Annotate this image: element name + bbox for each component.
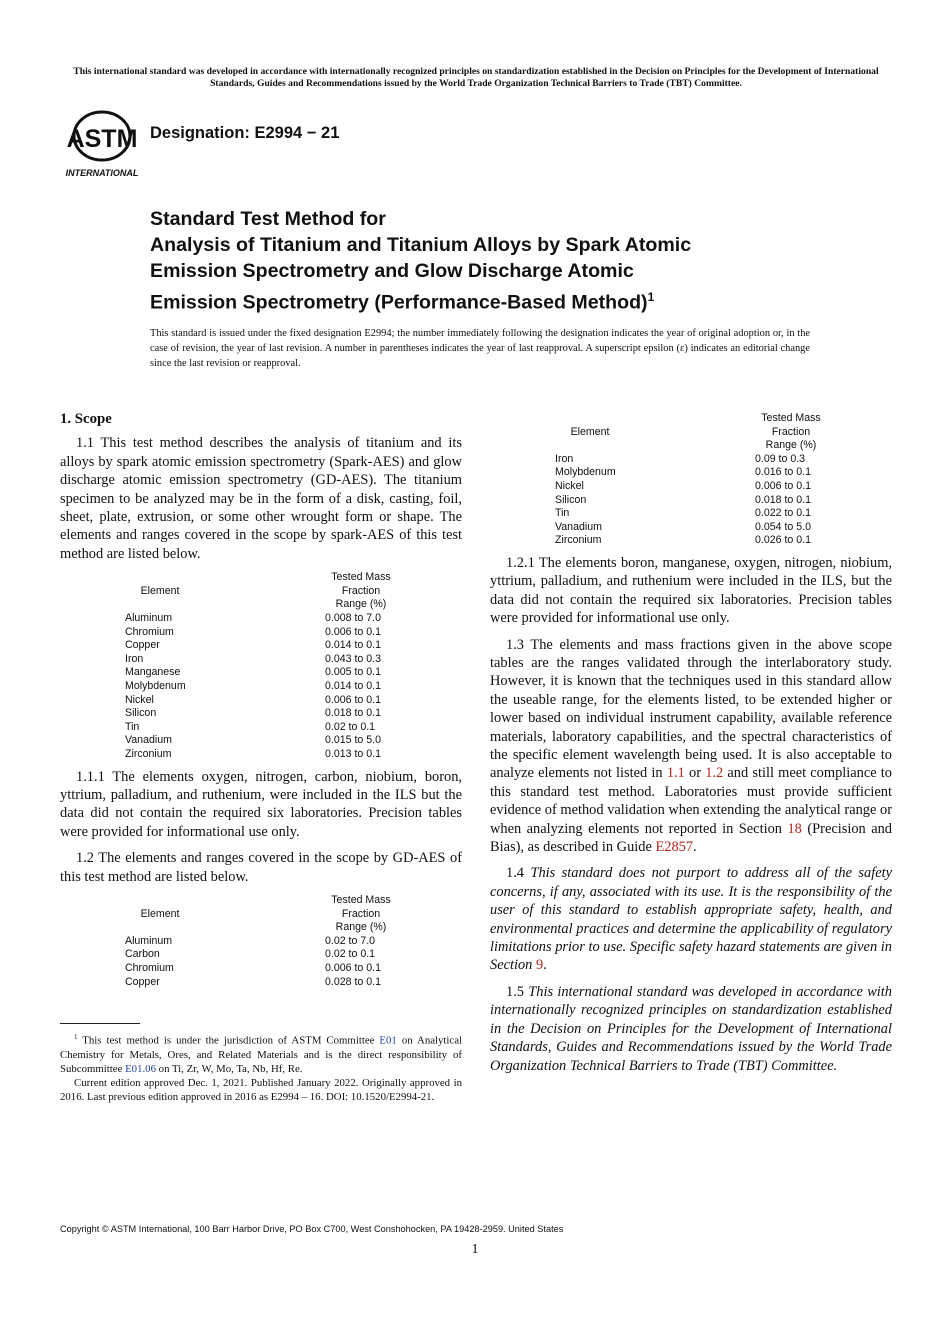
- table-row: [60, 694, 397, 708]
- logo-international: INTERNATIONAL: [65, 168, 139, 178]
- title-line-2: Analysis of Titanium and Titanium Alloys by Spark Atomic: [150, 234, 692, 256]
- right-column: [490, 410, 892, 1083]
- footnote-1: $^1$ This test method is under the jurisdiction of ASTM Committee E01 on Analytical Chemistry for Metals, Ores, and Related Materials and is the direct responsibility of Subcommittee E01.06 on Ti, Zr, W, Mo, Ta, Nb, Hf, Re.: [60, 1033, 462, 1075]
- table-row: [60, 748, 397, 762]
- table-row: [490, 453, 827, 467]
- range-cell: 0.02 to 7.0: [325, 934, 376, 947]
- range-cell: 0.006 to 0.1: [325, 693, 381, 706]
- table-header-row: [60, 571, 397, 612]
- element-cell: Copper: [125, 975, 160, 988]
- range-cell: 0.026 to 0.1: [755, 534, 811, 547]
- link-section-18[interactable]: 18: [787, 820, 802, 837]
- element-cell: Zirconium: [125, 747, 172, 760]
- element-cell: Tin: [125, 720, 140, 733]
- table-row: [490, 480, 827, 494]
- range-cell: 0.018 to 0.1: [755, 493, 811, 506]
- element-cell: Tin: [555, 507, 570, 520]
- title-line-4-text: Emission Spectrometry (Performance-Based Method): [150, 291, 648, 314]
- table-row: [490, 494, 827, 508]
- table-header-row: [60, 894, 397, 935]
- issue-note: This standard is issued under the fixed designation E2994; the number immediately following the designation indicates the year of original adoption or, in the case of revision, the year of last revision. A number in parentheses indicates the year of last reapproval. A superscript epsilon (ε) indicates an editorial change since the last revision or reapproval.: [150, 328, 810, 369]
- range-cell: 0.018 to 0.1: [325, 707, 381, 720]
- paragraph-1-2-1: 1.2.1 The elements boron, manganese, oxygen, nitrogen, niobium, yttrium, palladium, and ruthenium were included in the ILS, but the data did not contain the required six laboratories. Precision tables were provided for informational use only.: [490, 554, 892, 627]
- range-cell: 0.014 to 0.1: [325, 639, 381, 652]
- table-row: [60, 734, 397, 748]
- table-row: [60, 962, 397, 976]
- title-line-1: Standard Test Method for: [150, 208, 386, 230]
- table-header-row: [490, 412, 827, 453]
- element-cell: Aluminum: [125, 612, 173, 625]
- range-cell: 0.008 to 7.0: [325, 612, 381, 625]
- element-cell: Aluminum: [125, 934, 173, 947]
- title-line-3: Emission Spectrometry and Glow Discharge Atomic: [150, 260, 634, 282]
- table-row: [60, 935, 397, 949]
- designation: Designation: E2994 − 21: [150, 124, 340, 142]
- top-notice: This international standard was developed in accordance with internationally recognized principles on standardization established in the Decision on Principles for the Development of International Standards, Guides and Recommendations issued by the World Trade Organization Technical Barriers to Trade (TBT) Committee.: [73, 66, 879, 89]
- element-cell: Iron: [125, 652, 144, 665]
- element-cell: Copper: [125, 639, 160, 652]
- link-guide-e2857[interactable]: E2857: [655, 839, 694, 856]
- footnote-divider: [60, 1023, 140, 1024]
- range-cell: 0.006 to 0.1: [755, 479, 811, 492]
- table-row: [490, 507, 827, 521]
- link-subcommittee-e0106[interactable]: E01.06: [125, 1062, 156, 1075]
- header-range: Tested Mass Fraction Range (%): [331, 894, 391, 934]
- element-cell: Silicon: [125, 707, 157, 720]
- range-cell: 0.014 to 0.1: [325, 680, 381, 692]
- table-row: [60, 612, 397, 626]
- paragraph-1-3: 1.3 The elements and mass fractions given in the above scope tables are the ranges validated through the interlaboratory study. However, it is known that the techniques used in this standard allow the useable range, for the elements listed, to be extended higher or lower based on individual instrument capability, available reference materials, laboratory capabilities, and the spectral characteristics of the specific element wavelength being used. It is also acceptable to analyze elements not listed in 1.1 or 1.2 and still meet compliance to this standard test method. Laboratories must provide sufficient evidence of method validation when extending the analytical range or when analyzing elements not reported in Section 18 (Precision and Bias), as described in Guide E2857.: [490, 636, 892, 856]
- range-cell: 0.006 to 0.1: [325, 625, 381, 638]
- table-row: [60, 653, 397, 667]
- table-row: [60, 707, 397, 721]
- table-row: [490, 466, 827, 480]
- element-cell: Zirconium: [555, 534, 602, 547]
- title-footnote-mark: 1: [647, 290, 655, 304]
- left-column: [60, 410, 462, 995]
- astm-logo-graphic: [60, 110, 144, 180]
- link-section-9[interactable]: 9: [535, 957, 544, 974]
- table-row: [60, 666, 397, 680]
- footnotes: [60, 1030, 462, 1104]
- paragraph-1-4: 1.4 This standard does not purport to address all of the safety concerns, if any, associated with its use. It is the responsibility of the user of this standard to establish appropriate safety, health, and environmental practices and determine the applicability of regulatory limitations prior to use. Specific safety hazard statements are given in Section 9.: [490, 865, 892, 974]
- table-row: [60, 948, 397, 962]
- table-row: [490, 521, 827, 535]
- header-range: Tested Mass Fraction Range (%): [761, 412, 821, 452]
- range-cell: 0.054 to 5.0: [755, 520, 811, 533]
- range-cell: 0.006 to 0.1: [325, 961, 381, 974]
- element-cell: Vanadium: [555, 520, 602, 533]
- astm-logo: [60, 110, 144, 180]
- range-cell: 0.043 to 0.3: [325, 652, 381, 665]
- link-section-1-2[interactable]: 1.2: [705, 765, 724, 782]
- paragraph-1-1-1: 1.1.1 The elements oxygen, nitrogen, carbon, niobium, boron, yttrium, palladium, and ruthenium, were included in the ILS but the data did not contain the required six laboratories. Precision tables were provided for informational use only.: [60, 768, 462, 840]
- range-cell: 0.015 to 5.0: [325, 734, 381, 747]
- spark-aes-table: [60, 571, 397, 761]
- copyright-notice: Copyright © ASTM International, 100 Barr Harbor Drive, PO Box C700, West Conshohocken, PA 19428-2959. United States: [60, 1224, 564, 1234]
- header-element: Element: [140, 907, 180, 920]
- element-cell: Molybdenum: [125, 680, 186, 692]
- range-cell: 0.09 to 0.3: [755, 452, 806, 465]
- element-cell: Vanadium: [125, 734, 172, 747]
- section-heading-scope: 1. Scope: [60, 411, 112, 427]
- link-section-1-1[interactable]: 1.1: [666, 765, 685, 782]
- element-cell: Molybdenum: [555, 466, 616, 479]
- element-cell: Chromium: [125, 625, 174, 638]
- element-cell: Manganese: [125, 666, 181, 679]
- table-row: [60, 721, 397, 735]
- document-title: [150, 206, 850, 316]
- range-cell: 0.005 to 0.1: [325, 666, 381, 679]
- paragraph-1-1: 1.1 This test method describes the analysis of titanium and its alloys by spark atomic emission spectrometry (Spark-AES) and glow discharge atomic emission spectrometry (GD-AES). The titanium specimen to be analyzed may be in the form of a disk, casting, foil, sheet, plate, extrusion, or some other wrought form or shape. The elements and ranges covered in the scope by spark-AES of this test method are listed below.: [60, 435, 462, 562]
- gd-aes-table-part-2: [490, 412, 827, 548]
- table-row: [60, 680, 397, 694]
- footnote-edition: Current edition approved Dec. 1, 2021. Published January 2022. Originally approved in 2016. Last previous edition approved in 2016 as E2994 – 16. DOI: 10.1520/E2994-21.: [60, 1076, 462, 1103]
- range-cell: 0.022 to 0.1: [755, 507, 811, 520]
- range-cell: 0.016 to 0.1: [755, 466, 811, 479]
- table-row: [60, 639, 397, 653]
- range-cell: 0.013 to 0.1: [325, 747, 381, 760]
- element-cell: Iron: [555, 452, 574, 465]
- element-cell: Nickel: [125, 693, 154, 706]
- table-row: [490, 534, 827, 548]
- table-row: [60, 626, 397, 640]
- range-cell: 0.028 to 0.1: [325, 975, 381, 988]
- element-cell: Carbon: [125, 948, 160, 961]
- range-cell: 0.02 to 0.1: [325, 720, 376, 733]
- logo-letters: ASTM: [66, 125, 138, 153]
- header-range: Tested Mass Fraction Range (%): [331, 571, 391, 611]
- title-line-4: [150, 284, 850, 316]
- element-cell: Silicon: [555, 493, 587, 506]
- table-row: [60, 976, 397, 990]
- element-cell: Chromium: [125, 961, 174, 974]
- paragraph-1-2: 1.2 The elements and ranges covered in the scope by GD-AES of this test method are listed below.: [60, 850, 462, 885]
- header-element: Element: [140, 584, 180, 597]
- link-committee-e01[interactable]: E01: [379, 1034, 397, 1047]
- header-element: Element: [570, 425, 610, 438]
- range-cell: 0.02 to 0.1: [325, 948, 376, 961]
- page-number: 1: [471, 1242, 479, 1257]
- paragraph-1-5: 1.5 This international standard was developed in accordance with internationally recognized principles on standardization established in the Decision on Principles for the Development of International Standards, Guides and Recommendations issued by the World Trade Organization Technical Barriers to Trade (TBT) Committee.: [490, 983, 892, 1074]
- gd-aes-table-part-1: [60, 894, 397, 989]
- element-cell: Nickel: [555, 479, 584, 492]
